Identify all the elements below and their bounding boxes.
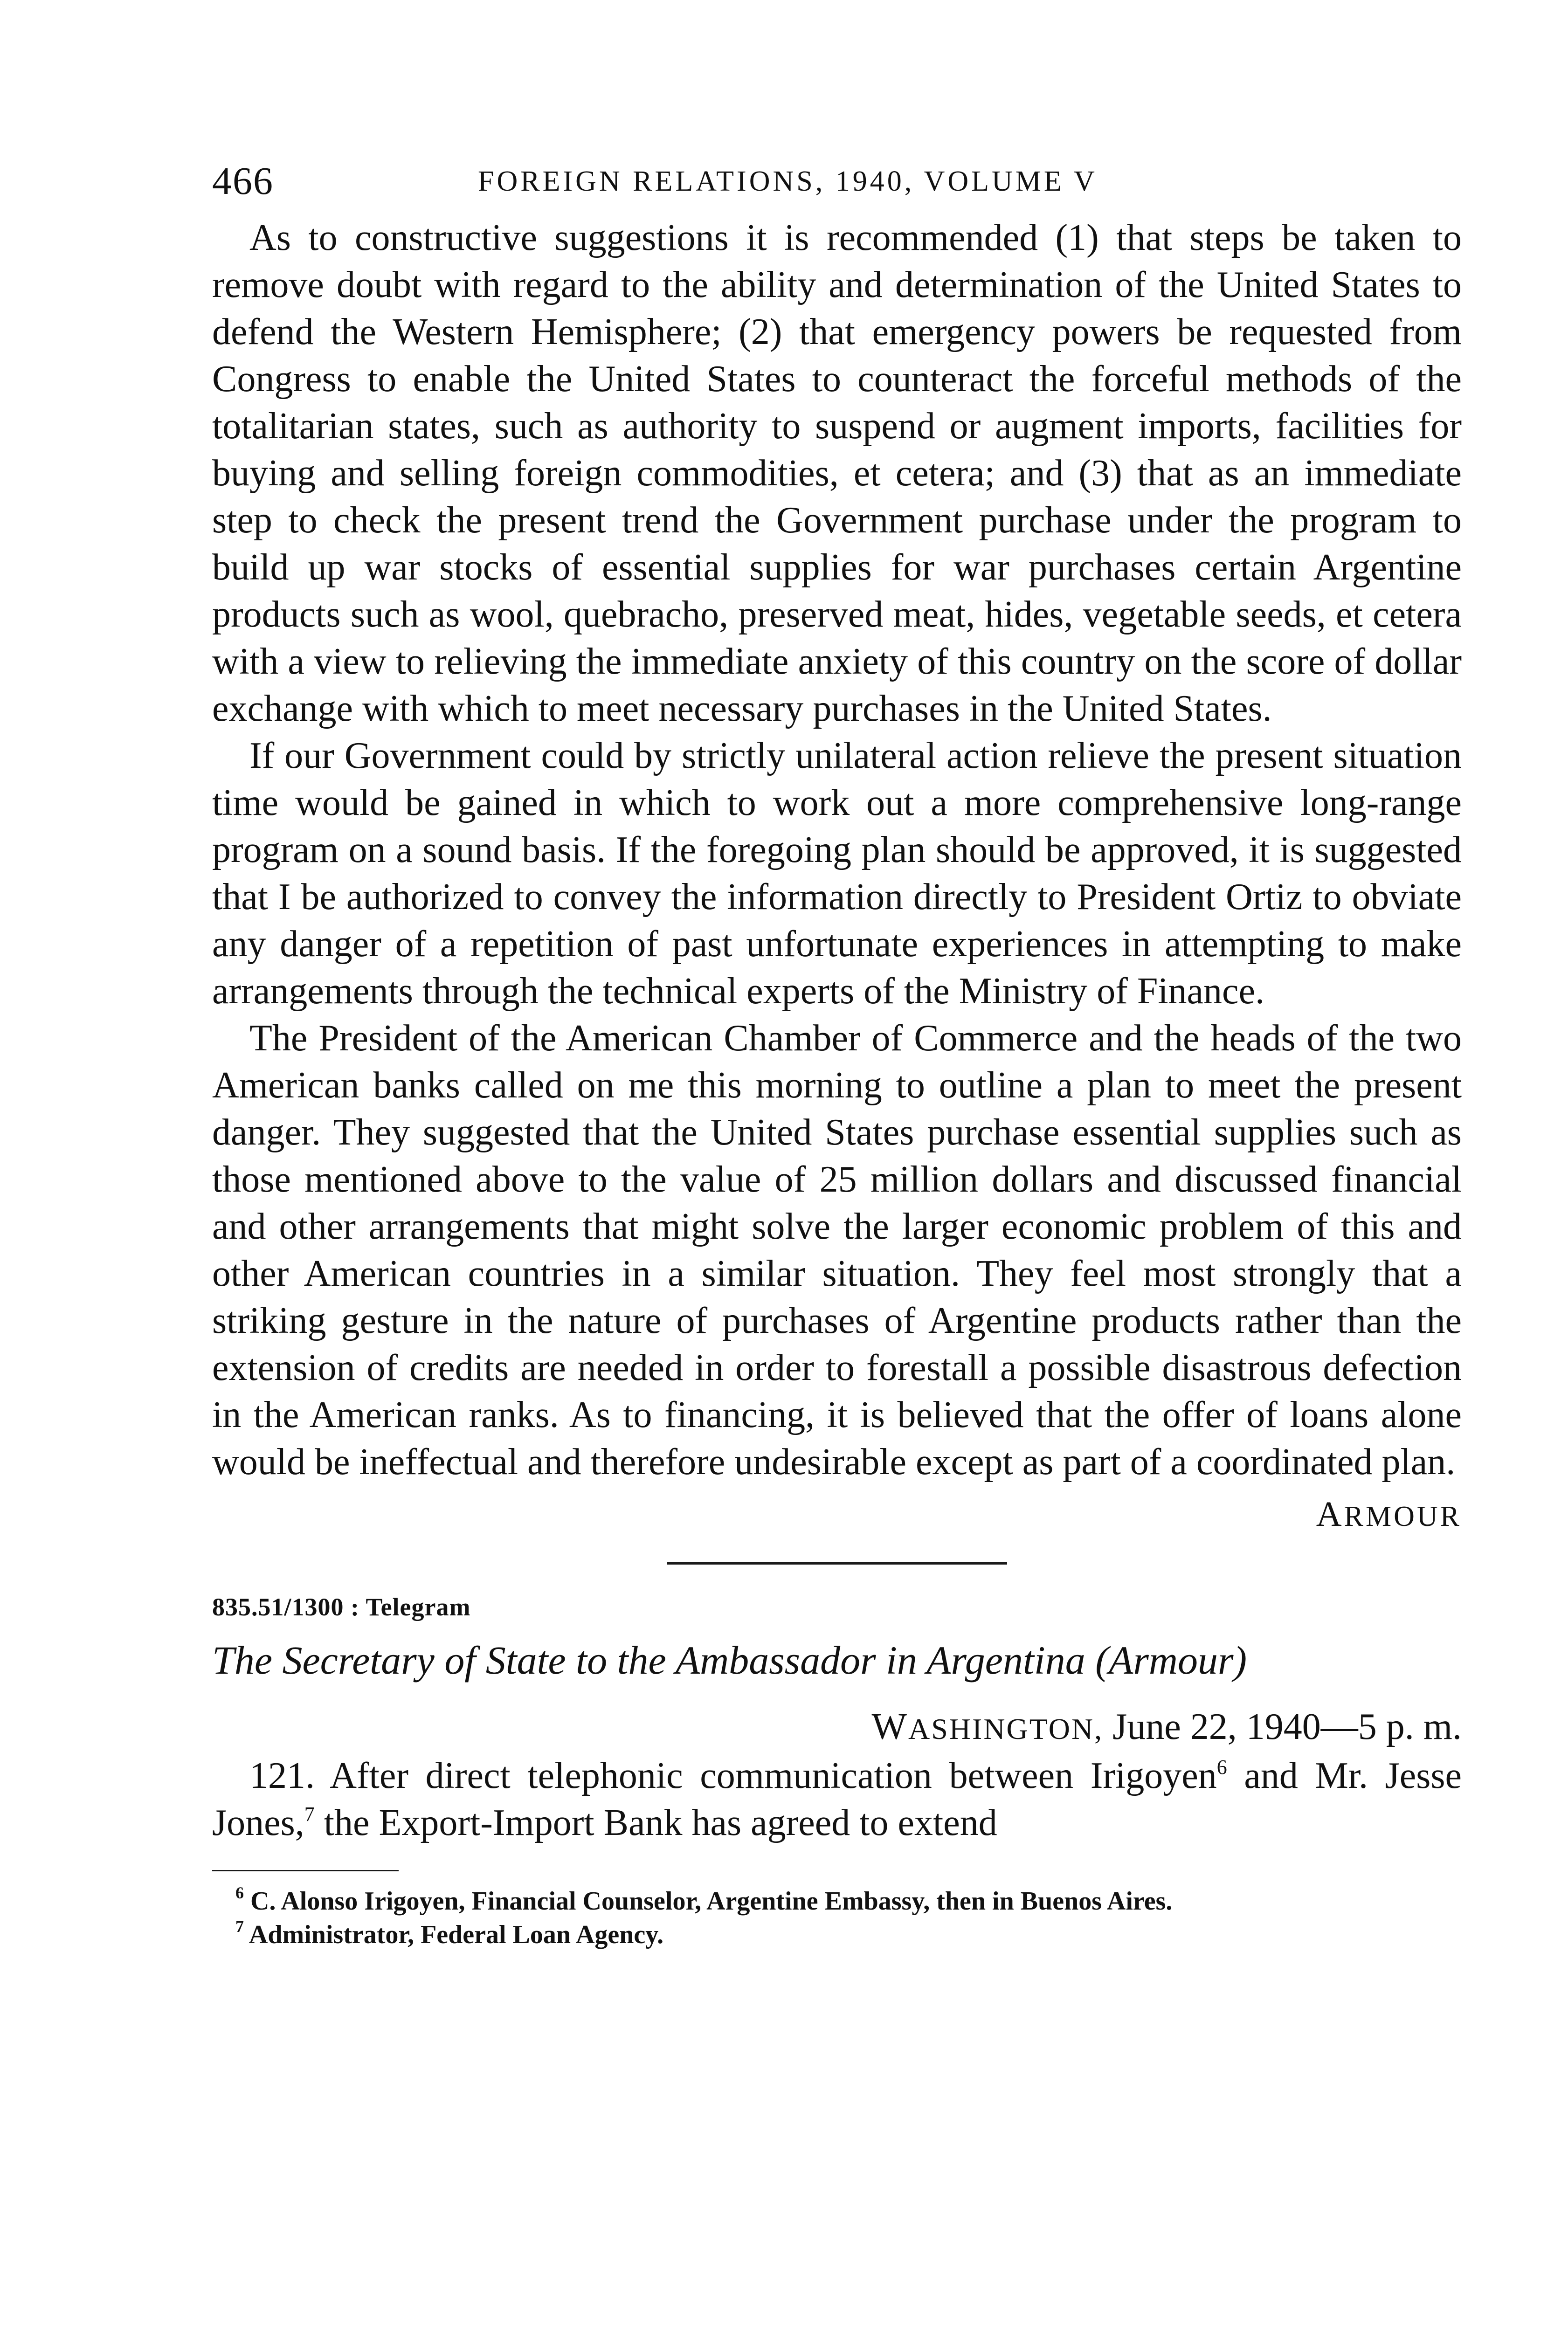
footnotes — [212, 1884, 1462, 1952]
signature — [212, 1494, 1462, 1536]
footnote-divider — [212, 1870, 399, 1871]
paragraph: The President of the American Chamber of Commerce and the heads of the two American banks called on me this morning to outline a plan to meet the present danger. They suggested that the United States purchase essential supplies such as those mentioned above to the value of 25 million dollars and discussed financial and other arrangements that might solve the larger economic problem of this and other American countries in a similar situation. They feel most strongly that a striking gesture in the nature of purchases of Argentine products rather than the extension of credits are needed in order to forestall a possible disastrous defection in the American ranks. As to financing, it is believed that the offer of loans alone would be ineffectual and therefore undesirable except as part of a coordinated plan. — [212, 1018, 1462, 1483]
page-number: 466 — [212, 159, 274, 203]
footnote-text: C. Alonso Irigoyen, Financial Counselor, Argentine Embassy, then in Buenos Aires. — [244, 1887, 1173, 1916]
document-title: The Secretary of State to the Ambassador in Argentina (Armour) — [212, 1638, 1247, 1683]
page-header — [212, 159, 1462, 214]
dateline-place — [871, 1706, 1104, 1747]
dateline — [212, 1703, 1462, 1752]
telegram-text — [212, 1752, 1462, 1847]
paragraph: As to constructive suggestions it is recommended (1) that steps be taken to remove doubt with regard to the ability and determination of the United States to defend the Western Hemisphere; (2) that emergency powers be requested from Congress to enable the United States to counteract the forceful methods of the totalitarian states, such as authority to suspend or augment imports, facilities for buying and selling foreign commodities, et cetera; and (3) that as an immediate step to check the present trend the Government purchase under the program to build up war stocks of essential supplies for war purchases certain Argentine products such as wool, quebracho, preserved meat, hides, vegetable seeds, et cetera with a view to relieving the immediate anxiety of this country on the score of dollar exchange with which to meet necessary purchases in the United States. — [212, 217, 1462, 729]
running-head: FOREIGN RELATIONS, 1940, VOLUME V — [478, 166, 1098, 197]
footnote — [212, 1884, 1462, 1918]
footnote-ref[interactable]: 6 — [1216, 1756, 1227, 1779]
section-divider — [667, 1562, 1007, 1565]
footnote-marker: 6 — [235, 1883, 244, 1902]
telegram-paragraph — [212, 1752, 1462, 1847]
signature-initial: A — [1316, 1495, 1344, 1534]
footnote — [212, 1918, 1462, 1952]
telegram-text-part: 121. After direct telephonic communication between Irigoyen — [249, 1755, 1217, 1796]
footnote-marker: 7 — [235, 1917, 244, 1936]
footnote-ref[interactable]: 7 — [304, 1803, 315, 1826]
telegram-text-part: and Mr. Jesse Jones, — [212, 1755, 1462, 1843]
page — [212, 159, 1462, 1952]
dateline-date: June 22, 1940—5 p. m. — [1103, 1706, 1462, 1747]
signature-rest: RMOUR — [1344, 1501, 1462, 1532]
dateline-place-rest: ASHINGTON, — [908, 1712, 1104, 1745]
paragraph: If our Government could by strictly unilateral action relieve the present situation time would be gained in which to work out a more comprehensive long-range program on a sound basis. If the foregoing plan should be approved, it is suggested that I be authorized to convey the information directly to President Ortiz to obviate any danger of a repetition of past unfortunate experiences in attempting to make arrangements through the technical experts of the Ministry of Finance. — [212, 735, 1462, 1012]
file-reference: 835.51/1300 : Telegram — [212, 1593, 471, 1621]
dateline-place-initial: W — [871, 1706, 908, 1747]
telegram-text-part: the Export-Import Bank has agreed to extend — [314, 1802, 997, 1843]
footnote-text: Administrator, Federal Loan Agency. — [244, 1920, 664, 1949]
body-text — [212, 214, 1462, 1486]
